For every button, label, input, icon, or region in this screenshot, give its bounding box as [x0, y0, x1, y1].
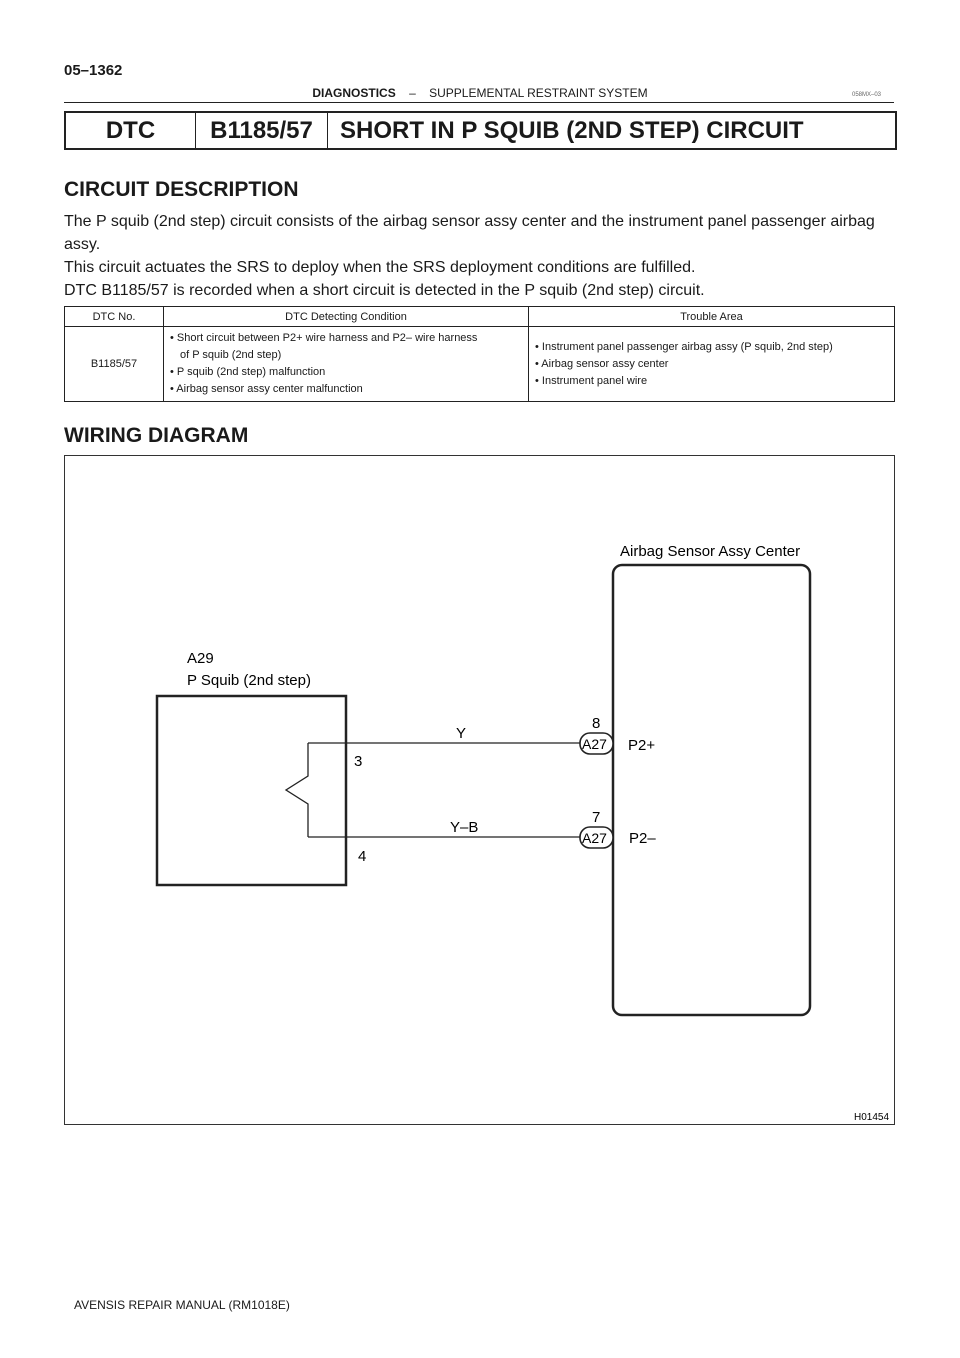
terminal-p2-minus: P2– — [629, 830, 656, 847]
title-text: SHORT IN P SQUIB (2ND STEP) CIRCUIT — [340, 116, 804, 144]
doc-code: 058MX–03 — [852, 92, 882, 98]
table-header-row — [65, 307, 895, 327]
header-rule — [64, 102, 894, 103]
page-number: 05–1362 — [64, 62, 123, 79]
header-dtc-no: DTC No. — [65, 307, 164, 327]
condition-item: • Short circuit between P2+ wire harness and P2– wire harness — [170, 332, 478, 344]
ecu-pin-7: 7 — [592, 809, 601, 826]
squib-element-symbol — [286, 743, 308, 837]
header-separator: – — [409, 86, 416, 100]
header-detecting-condition: DTC Detecting Condition — [164, 307, 529, 327]
condition-item: • P squib (2nd step) malfunction — [170, 366, 326, 378]
ecu-pin-8: 8 — [592, 715, 601, 732]
dtc-table — [64, 306, 895, 402]
description-paragraph: This circuit actuates the SRS to deploy when the SRS deployment conditions are fulfilled. — [64, 259, 696, 276]
squib-code: A29 — [187, 650, 214, 667]
wiring-diagram-heading: WIRING DIAGRAM — [64, 424, 249, 447]
title-code: B1185/57 — [196, 113, 328, 148]
circuit-description — [64, 210, 899, 302]
terminal-p2-plus: P2+ — [628, 737, 656, 754]
cell-trouble-area — [529, 327, 895, 402]
wiring-diagram — [64, 455, 895, 1125]
trouble-area-item: • Airbag sensor assy center — [535, 357, 669, 370]
squib-label: P Squib (2nd step) — [187, 672, 311, 689]
squib-box — [157, 696, 346, 885]
squib-pin-4: 4 — [358, 848, 367, 865]
title-label: DTC — [66, 113, 196, 148]
cell-dtc-no: B1185/57 — [65, 327, 164, 402]
wire-color-y-b: Y–B — [450, 819, 479, 836]
condition-item: • Airbag sensor assy center malfunction — [170, 383, 363, 395]
wiring-diagram-drawing — [65, 456, 894, 1124]
connector-code-upper: A27 — [582, 736, 607, 752]
description-paragraph: DTC B1185/57 is recorded when a short circuit is detected in the P squib (2nd step) circuit. — [64, 282, 705, 299]
table-row — [65, 327, 895, 402]
header-section: DIAGNOSTICS — [312, 86, 396, 100]
ecu-label: Airbag Sensor Assy Center — [620, 543, 801, 560]
dtc-title-box — [64, 111, 897, 150]
connector-code-lower: A27 — [582, 830, 607, 846]
circuit-description-heading: CIRCUIT DESCRIPTION — [64, 178, 299, 201]
condition-item-continuation: of P squib (2nd step) — [180, 349, 282, 361]
description-paragraph: The P squib (2nd step) circuit consists of the airbag sensor assy center and the instrument panel passenger airbag assy. — [64, 213, 875, 253]
squib-pin-3: 3 — [354, 753, 363, 770]
header-trouble-area: Trouble Area — [529, 307, 895, 327]
header-subsection: SUPPLEMENTAL RESTRAINT SYSTEM — [429, 86, 648, 100]
cell-detecting-condition — [164, 327, 529, 402]
trouble-area-item: • Instrument panel passenger airbag assy (P squib, 2nd step) — [535, 340, 833, 353]
figure-id: H01454 — [854, 1112, 890, 1123]
ecu-box — [613, 565, 810, 1015]
wire-color-y: Y — [456, 725, 467, 742]
footer-manual: AVENSIS REPAIR MANUAL (RM1018E) — [74, 1298, 290, 1312]
header-breadcrumb — [0, 86, 960, 100]
trouble-area-item: • Instrument panel wire — [535, 374, 648, 387]
